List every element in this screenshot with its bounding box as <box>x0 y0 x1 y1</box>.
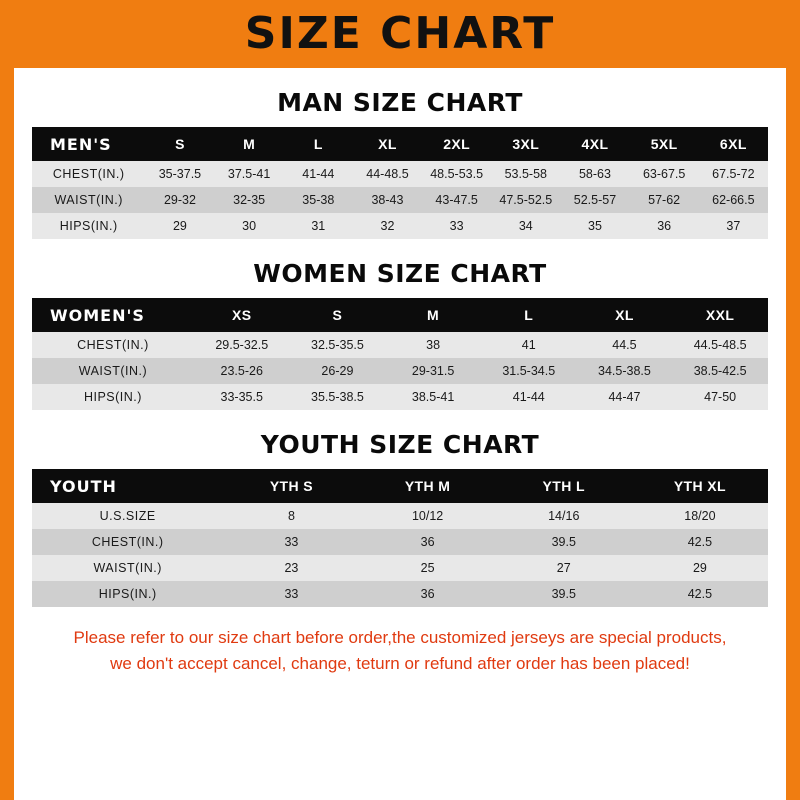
table-cell: 30 <box>242 219 257 233</box>
table-cell: 47.5-52.5 <box>499 193 553 207</box>
table-cell: 29 <box>692 561 707 575</box>
table-cell: 35-37.5 <box>158 167 202 181</box>
column-header: M <box>427 307 440 323</box>
column-header: YTH M <box>404 478 451 494</box>
table-cell: 47-50 <box>704 390 737 404</box>
table-cell: 23.5-26 <box>220 364 263 378</box>
table-cell: 32 <box>380 219 395 233</box>
table-cell: 31 <box>311 219 326 233</box>
table-cell: 31.5-34.5 <box>502 364 556 378</box>
table-cell: 62-66.5 <box>712 193 755 207</box>
chart-content <box>14 88 786 676</box>
table-cell: 63-67.5 <box>642 167 686 181</box>
column-header: L <box>313 136 323 152</box>
table-cell: 18/20 <box>684 509 716 523</box>
table-cell: 48.5-53.5 <box>430 167 484 181</box>
column-header: YTH XL <box>673 478 726 494</box>
column-header: M <box>243 136 256 152</box>
column-header: YTH S <box>269 478 314 494</box>
column-header: 5XL <box>650 136 678 152</box>
table-cell: 32-35 <box>233 193 266 207</box>
table-cell: 27 <box>556 561 571 575</box>
table-cell: 44-47 <box>608 390 641 404</box>
table-row <box>32 161 768 187</box>
column-header: 3XL <box>512 136 540 152</box>
table-cell: 44.5-48.5 <box>693 338 747 352</box>
table-cell: 41-44 <box>512 390 545 404</box>
column-header: YOUTH <box>50 476 117 496</box>
row-label: WAIST(IN.) <box>54 193 123 207</box>
table-cell: 39.5 <box>551 587 576 601</box>
column-header: S <box>175 136 185 152</box>
table-cell: 36 <box>420 535 435 549</box>
table-cell: 36 <box>657 219 672 233</box>
table-cell: 34 <box>518 219 533 233</box>
table-cell: 33 <box>449 219 464 233</box>
column-header: 2XL <box>443 136 471 152</box>
section-title-youth: YOUTH SIZE CHART <box>260 430 540 459</box>
column-header: XS <box>232 307 252 323</box>
row-label: U.S.SIZE <box>99 509 156 523</box>
table-cell: 29 <box>172 219 187 233</box>
row-label: HIPS(IN.) <box>59 219 118 233</box>
column-header: MEN'S <box>50 134 112 154</box>
table-cell: 57-62 <box>648 193 681 207</box>
table-cell: 29-31.5 <box>411 364 455 378</box>
row-label: HIPS(IN.) <box>83 390 142 404</box>
table-cell: 44-48.5 <box>366 167 409 181</box>
table-cell: 32.5-35.5 <box>311 338 364 352</box>
table-header-row <box>32 469 768 503</box>
column-header: XL <box>615 307 634 323</box>
table-cell: 8 <box>287 509 295 523</box>
table-cell: 33-35.5 <box>220 390 263 404</box>
table-cell: 42.5 <box>687 587 713 601</box>
table-cell: 43-47.5 <box>435 193 478 207</box>
column-header: XXL <box>705 307 735 323</box>
table-row <box>32 187 768 213</box>
table-cell: 26-29 <box>321 364 354 378</box>
page-title: SIZE CHART <box>244 8 556 59</box>
table-cell: 14/16 <box>548 509 580 523</box>
table-cell: 37.5-41 <box>227 167 271 181</box>
table-cell: 25 <box>420 561 435 575</box>
table-row <box>32 384 768 410</box>
table-cell: 44.5 <box>612 338 637 352</box>
row-label: CHEST(IN.) <box>91 535 164 549</box>
table-row <box>32 358 768 384</box>
column-header: WOMEN'S <box>50 305 145 325</box>
table-row <box>32 503 768 529</box>
table-header-row <box>32 298 768 332</box>
column-header: L <box>524 307 534 323</box>
table-cell: 23 <box>284 561 299 575</box>
table-cell: 33 <box>284 587 299 601</box>
table-cell: 29-32 <box>163 193 196 207</box>
row-label: HIPS(IN.) <box>98 587 157 601</box>
footer-line-2: we don't accept cancel, change, teturn or refund after order has been placed! <box>110 653 690 673</box>
table-cell: 35-38 <box>302 193 335 207</box>
table-cell: 33 <box>284 535 299 549</box>
table-cell: 35.5-38.5 <box>311 390 364 404</box>
table-cell: 39.5 <box>551 535 576 549</box>
table-row <box>32 555 768 581</box>
table-row <box>32 213 768 239</box>
table-cell: 53.5-58 <box>504 167 547 181</box>
table-cell: 36 <box>420 587 435 601</box>
table-cell: 38.5-42.5 <box>693 364 747 378</box>
table-row <box>32 529 768 555</box>
women-size-table <box>32 298 768 410</box>
footer-disclaimer <box>32 625 768 676</box>
table-cell: 42.5 <box>687 535 713 549</box>
column-header: S <box>332 307 343 323</box>
column-header: 6XL <box>719 136 747 152</box>
table-cell: 35 <box>588 219 602 233</box>
section-title-men: MAN SIZE CHART <box>277 88 523 117</box>
column-header: XL <box>378 136 397 152</box>
table-cell: 38.5-41 <box>411 390 455 404</box>
page-banner <box>0 0 800 68</box>
table-cell: 41 <box>521 338 536 352</box>
table-cell: 38-43 <box>371 193 404 207</box>
men-size-table <box>32 127 768 239</box>
table-cell: 41-44 <box>302 167 335 181</box>
column-header: YTH L <box>542 478 585 494</box>
table-cell: 67.5-72 <box>712 167 755 181</box>
table-cell: 58-63 <box>578 167 611 181</box>
footer-line-1: Please refer to our size chart before order,the customized jerseys are special products, <box>73 628 727 647</box>
table-cell: 38 <box>426 338 441 352</box>
section-title-women: WOMEN SIZE CHART <box>253 259 547 288</box>
table-cell: 37 <box>726 219 741 233</box>
row-label: WAIST(IN.) <box>78 364 148 378</box>
column-header: 4XL <box>581 136 609 152</box>
table-row <box>32 581 768 607</box>
row-label: CHEST(IN.) <box>77 338 149 352</box>
table-row <box>32 332 768 358</box>
table-cell: 34.5-38.5 <box>598 364 651 378</box>
table-cell: 10/12 <box>411 509 444 523</box>
row-label: CHEST(IN.) <box>52 167 125 181</box>
table-cell: 52.5-57 <box>573 193 617 207</box>
row-label: WAIST(IN.) <box>93 561 162 575</box>
table-header-row <box>32 127 768 161</box>
youth-size-table <box>32 469 768 607</box>
table-cell: 29.5-32.5 <box>215 338 269 352</box>
